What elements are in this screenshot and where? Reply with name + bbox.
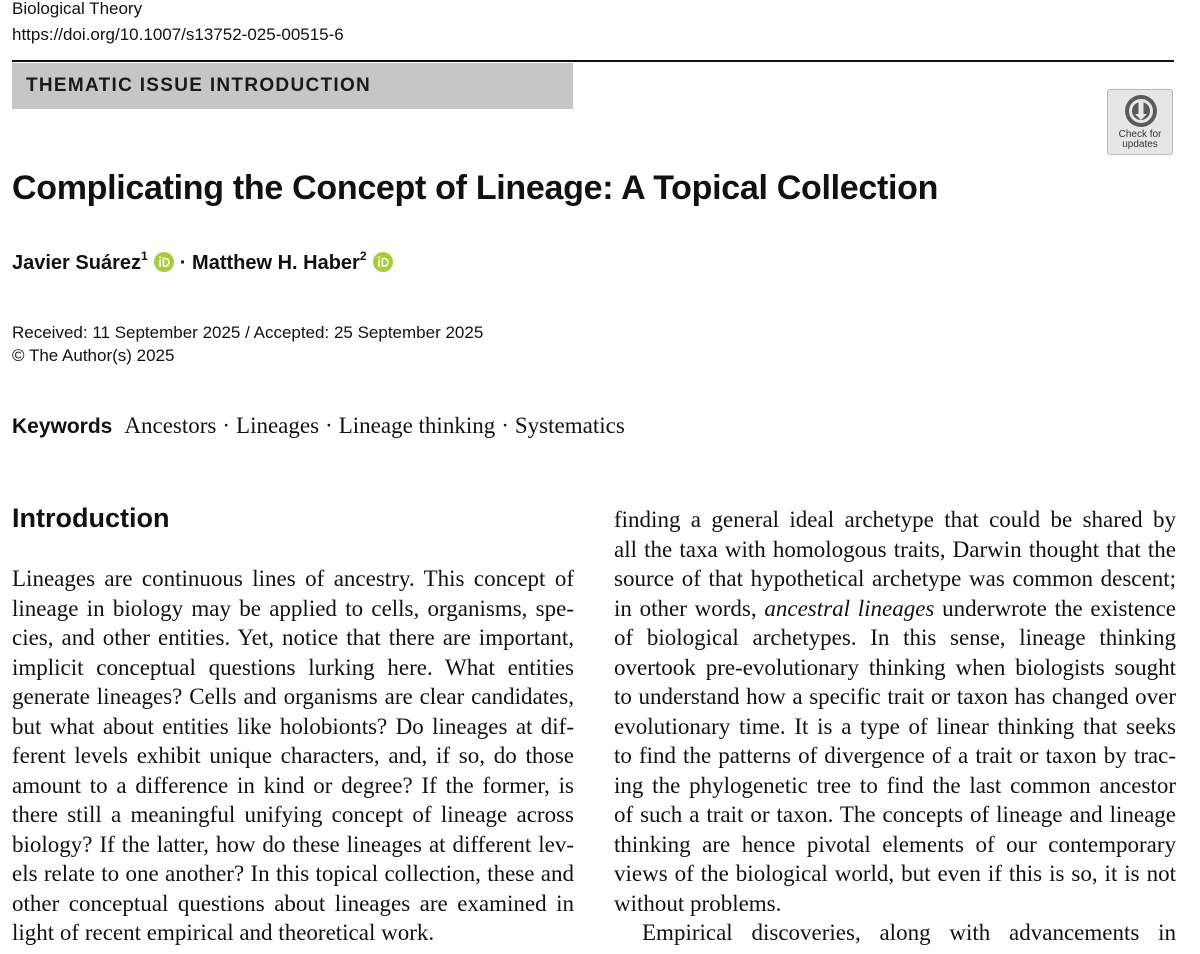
text-line: amount to a difference in kind or degree? If the former, is	[12, 772, 574, 798]
text-line: in other words, ancestral lineages underwrote the existence	[614, 595, 1176, 621]
journal-name: Biological Theory	[12, 0, 143, 18]
text-line: biology? If the latter, how do these lineages at different lev-	[12, 831, 574, 857]
keyword-separator: ·	[222, 413, 231, 438]
header-rule	[12, 60, 1174, 62]
orcid-icon[interactable]	[373, 252, 393, 272]
keywords-label: Keywords	[12, 415, 113, 438]
text-line: ing the phylogenetic tree to find the last common ancestor	[614, 772, 1176, 798]
keyword-separator: ·	[501, 413, 509, 438]
paragraph	[614, 918, 1176, 948]
text-line: other conceptual questions about lineages are examined in	[12, 890, 574, 916]
body-column-right	[614, 505, 1176, 948]
keyword: Ancestors	[124, 413, 217, 438]
keyword: Systematics	[514, 413, 625, 438]
copyright-notice: © The Author(s) 2025	[12, 346, 175, 365]
author-separator: ·	[179, 252, 187, 274]
author-name[interactable]: Matthew H. Haber	[192, 252, 360, 274]
text-line: light of recent empirical and theoretical work.	[12, 920, 435, 945]
affiliation-marker: 2	[359, 249, 367, 263]
text-line: cies, and other entities. Yet, notice that there are important,	[12, 625, 574, 650]
orcid-icon[interactable]	[154, 252, 174, 272]
text-line: ferent levels exhibit unique characters, and, if so, do those	[12, 743, 574, 768]
text-line: views of the biological world, but even if this is so, it is not	[614, 861, 1176, 886]
text-line: without problems.	[614, 890, 782, 916]
check-for-updates-icon	[1124, 94, 1158, 128]
keyword-separator: ·	[325, 413, 333, 438]
text-line: but what about entities like holobionts? Do lineages at dif-	[12, 713, 574, 739]
section-label: THEMATIC ISSUE INTRODUCTION	[26, 75, 372, 96]
text-line: generate lineages? Cells and organisms are clear candidates,	[12, 684, 574, 709]
text-line: source of that hypothetical archetype was common descent;	[614, 566, 1176, 591]
article-dates: Received: 11 September 2025 / Accepted: 25 September 2025	[12, 323, 484, 342]
author-name[interactable]: Javier Suárez	[12, 252, 141, 274]
check-for-updates-button[interactable]	[1107, 89, 1173, 155]
text-line: Lineages are continuous lines of ancestry. This concept of	[12, 566, 574, 591]
doi-link[interactable]: https://doi.org/10.1007/s13752-025-00515-6	[12, 25, 344, 44]
text-line: lineage in biology may be applied to cells, organisms, spe-	[12, 595, 574, 621]
check-for-updates-label: Check for updates	[1118, 129, 1162, 150]
keyword: Lineage thinking	[338, 413, 496, 438]
body-column-left	[12, 564, 574, 948]
section-heading: Introduction	[12, 503, 170, 533]
paragraph	[614, 505, 1176, 918]
affiliation-marker: 1	[140, 249, 148, 263]
text-line: implicit conceptual questions lurking here. What entities	[12, 654, 574, 680]
section-banner	[12, 63, 573, 109]
text-line: there still a meaningful unifying concept of lineage across	[12, 802, 574, 827]
article-title: Complicating the Concept of Lineage: A Topical Collection	[12, 169, 939, 207]
text-line: of such a trait or taxon. The concepts of lineage and lineage	[614, 802, 1176, 827]
text-line: Empirical discoveries, along with advancements in	[642, 920, 1176, 945]
text-line: to understand how a specific trait or taxon has changed over	[614, 684, 1176, 709]
text-line: to find the patterns of divergence of a trait or taxon by trac-	[614, 743, 1176, 768]
text-line: overtook pre-evolutionary thinking when biologists sought	[614, 654, 1176, 680]
text-line: evolutionary time. It is a type of linear thinking that seeks	[614, 713, 1176, 739]
text-line: thinking are hence pivotal elements of our contemporary	[614, 831, 1176, 857]
text-line: all the taxa with homologous traits, Darwin thought that the	[614, 536, 1176, 562]
keywords-line	[12, 411, 625, 444]
text-line: els relate to one another? In this topical collection, these and	[12, 861, 574, 886]
paragraph	[12, 564, 574, 948]
text-line: finding a general ideal archetype that could be shared by	[614, 507, 1176, 532]
italic-term: ancestral lineages	[764, 595, 935, 621]
text-line: of biological archetypes. In this sense, lineage thinking	[614, 625, 1176, 650]
keyword: Lineages	[236, 413, 320, 438]
author-list	[12, 250, 393, 276]
